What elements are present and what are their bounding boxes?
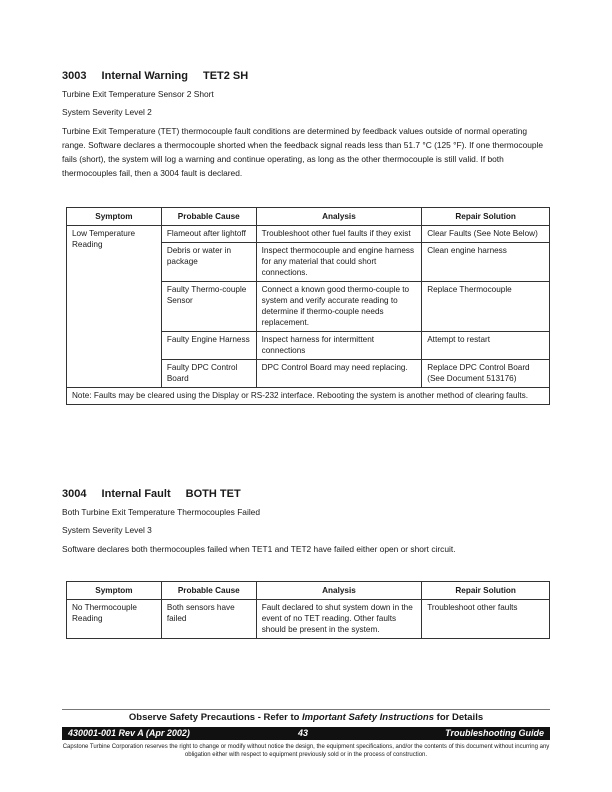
- safety-notice-pre: Observe Safety Precautions - Refer to: [128, 712, 303, 723]
- analysis-cell: Fault declared to shut system down in the event of no TET reading. Other faults should be present in the system.: [256, 600, 422, 639]
- fault-paragraph: Software declares both thermocouples failed when TET1 and TET2 have failed either open or short circuit.: [62, 544, 456, 554]
- table-note: Note: Faults may be cleared using the Display or RS-232 interface. Rebooting the system is another method of clearing faults.: [67, 388, 550, 405]
- repair-cell: Replace Thermocouple: [422, 282, 550, 332]
- header-repair-solution: Repair Solution: [422, 208, 550, 226]
- disclaimer: Capstone Turbine Corporation reserves the right to change or modify without notice the design, the equipment specifications, and/or the contents of this document without incurring any obligation either with respect to equipment previously sold or in the process of construction.: [62, 744, 550, 758]
- fault-description: Both Turbine Exit Temperature Thermocouples Failed: [62, 507, 260, 517]
- troubleshooting-table-3004: [66, 581, 550, 639]
- header-symptom: Symptom: [67, 582, 162, 600]
- safety-notice: [0, 712, 612, 723]
- analysis-cell: Connect a known good thermo-couple to system and verify accurate reading to determine if thermo-couple needs replacement.: [256, 282, 422, 332]
- footer-bar: [62, 727, 550, 740]
- fault-3003-section: [62, 70, 550, 180]
- header-analysis: Analysis: [256, 582, 422, 600]
- symptom-cell: Low Temperature Reading: [67, 226, 162, 388]
- repair-cell: Replace DPC Control Board (See Document 513176): [422, 360, 550, 388]
- table-header-row: [67, 208, 550, 226]
- cause-cell: Both sensors have failed: [161, 600, 256, 639]
- guide-title: Troubleshooting Guide: [445, 728, 544, 738]
- fault-3004-section: [62, 488, 550, 556]
- repair-cell: Clear Faults (See Note Below): [422, 226, 550, 243]
- cause-cell: Faulty Engine Harness: [161, 332, 256, 360]
- severity-level: System Severity Level 3: [62, 525, 152, 535]
- doc-number: 430001-001 Rev A (Apr 2002): [68, 728, 190, 738]
- fault-3004-heading: [62, 488, 550, 500]
- table-row: [67, 226, 550, 243]
- fault-3003-heading: [62, 70, 550, 82]
- header-probable-cause: Probable Cause: [161, 208, 256, 226]
- cause-cell: Debris or water in package: [161, 243, 256, 282]
- symptom-cell: No Thermocouple Reading: [67, 600, 162, 639]
- repair-cell: Attempt to restart: [422, 332, 550, 360]
- troubleshooting-table-3003: [66, 207, 550, 405]
- repair-cell: Troubleshoot other faults: [422, 600, 550, 639]
- fault-paragraph: Turbine Exit Temperature (TET) thermocouple fault conditions are determined by feedback values outside of normal operating range. Software declares a thermocouple shorted when the feedback signal reads less than 51.7 °C (125 °F). If one thermocouple fails (short), the system will log a warning and continue operating, as long as the other thermocouple is still valid. If both thermocouples fail, then a 3004 fault is declared.: [62, 126, 544, 178]
- header-probable-cause: Probable Cause: [161, 582, 256, 600]
- fault-label: TET2 SH: [202, 70, 249, 82]
- header-analysis: Analysis: [256, 208, 422, 226]
- header-repair-solution: Repair Solution: [422, 582, 550, 600]
- page-number: 43: [298, 728, 309, 738]
- header-symptom: Symptom: [67, 208, 162, 226]
- analysis-cell: Troubleshoot other fuel faults if they exist: [256, 226, 422, 243]
- fault-code: 3004: [62, 488, 87, 500]
- table-header-row: [67, 582, 550, 600]
- cause-cell: Faulty DPC Control Board: [161, 360, 256, 388]
- safety-notice-post: for Details: [434, 712, 484, 723]
- repair-cell: Clean engine harness: [422, 243, 550, 282]
- analysis-cell: Inspect thermocouple and engine harness for any material that could short connections.: [256, 243, 422, 282]
- fault-description: Turbine Exit Temperature Sensor 2 Short: [62, 89, 214, 99]
- fault-code: 3003: [62, 70, 87, 82]
- safety-notice-link: Important Safety Instructions: [302, 712, 435, 723]
- table-row: [67, 600, 550, 639]
- fault-kind: Internal Fault: [101, 488, 171, 500]
- severity-level: System Severity Level 2: [62, 107, 152, 117]
- cause-cell: Faulty Thermo-couple Sensor: [161, 282, 256, 332]
- fault-label: BOTH TET: [185, 488, 241, 500]
- analysis-cell: DPC Control Board may need replacing.: [256, 360, 422, 388]
- footer-divider: [62, 709, 550, 710]
- analysis-cell: Inspect harness for intermittent connections: [256, 332, 422, 360]
- cause-cell: Flameout after lightoff: [161, 226, 256, 243]
- table-note-row: [67, 388, 550, 405]
- fault-kind: Internal Warning: [101, 70, 188, 82]
